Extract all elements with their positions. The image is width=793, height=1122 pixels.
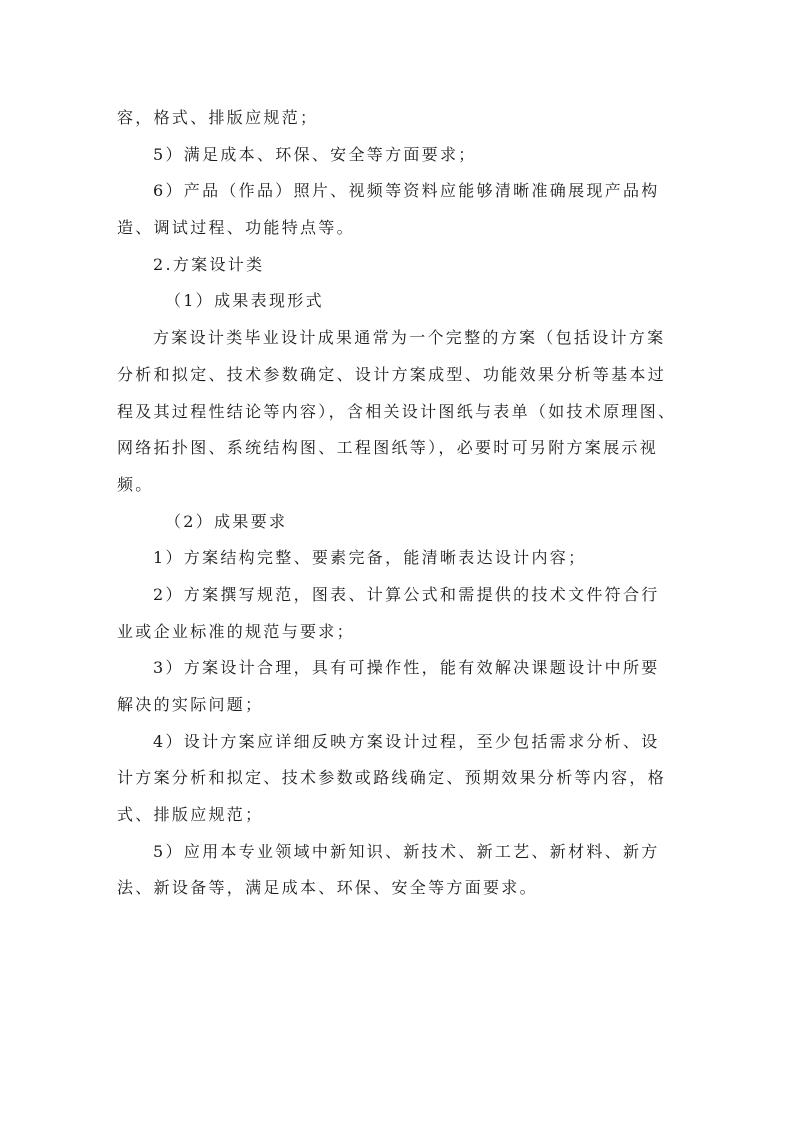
section-heading: 2.方案设计类: [153, 254, 265, 274]
paragraph-line: 分析和拟定、技术参数确定、设计方案成型、功能效果分析等基本过: [117, 364, 667, 384]
list-item: 3）方案设计合理，具有可操作性，能有效解决课题设计中所要: [153, 658, 660, 678]
paragraph-line: 程及其过程性结论等内容），含相关设计图纸与表单（如技术原理图、: [117, 401, 677, 421]
text-line: 法、新设备等，满足成本、环保、安全等方面要求。: [117, 878, 538, 898]
document-body: [117, 100, 677, 907]
list-item: 6）产品（作品）照片、视频等资料应能够清晰准确展现产品构: [153, 181, 660, 201]
text-line: 业或企业标准的规范与要求；: [117, 621, 355, 641]
text-line: 解决的实际问题；: [117, 695, 264, 714]
text-line: 式、排版应规范；: [117, 805, 264, 825]
list-item: 5）满足成本、环保、安全等方面要求；: [153, 144, 477, 164]
text-line: 容，格式、排版应规范；: [117, 108, 319, 127]
list-item: 5）应用本专业领域中新知识、新技术、新工艺、新材料、新方: [153, 841, 660, 861]
list-item: 4）设计方案应详细反映方案设计过程，至少包括需求分析、设: [153, 731, 660, 751]
text-line: 计方案分析和拟定、技术参数或路线确定、预期效果分析等内容，格: [117, 768, 667, 788]
subsection-heading: （2）成果要求: [165, 511, 288, 531]
paragraph-line: 网络拓扑图、系统结构图、工程图纸等），必要时可另附方案展示视: [117, 438, 659, 458]
subsection-heading: （1）成果表现形式: [165, 291, 324, 311]
text-line: 造、调试过程、功能特点等。: [117, 218, 355, 238]
list-item: 1）方案结构完整、要素完备，能清晰表达设计内容；: [153, 548, 587, 568]
list-item: 2）方案撰写规范，图表、计算公式和需提供的技术文件符合行: [153, 584, 660, 604]
paragraph-line: 频。: [117, 474, 154, 494]
paragraph-line: 方案设计类毕业设计成果通常为一个完整的方案（包括设计方案: [153, 328, 666, 348]
